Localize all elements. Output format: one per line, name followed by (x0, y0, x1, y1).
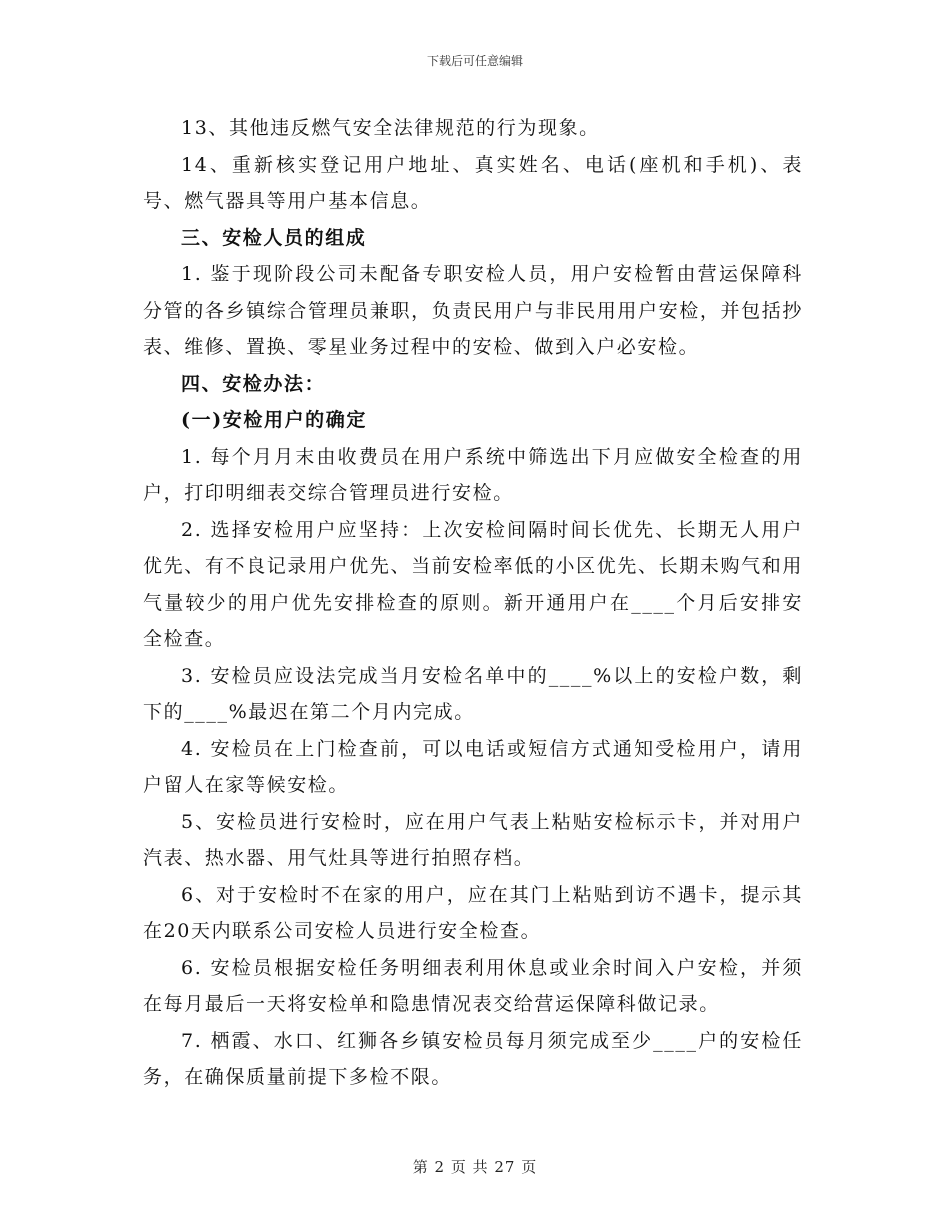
paragraph-4-6b: 6. 安检员根据安检任务明细表利用休息或业余时间入户安检，并须在每月最后一天将安检单和隐患情况表交给营运保障科做记录。 (143, 956, 803, 1015)
paragraph-14: 14、重新核实登记用户地址、真实姓名、电话(座机和手机)、表号、燃气器具等用户基本信息。 (143, 153, 803, 212)
paragraph-4-7: 7. 栖霞、水口、红狮各乡镇安检员每月须完成至少____户的安检任务，在确保质量前提下多检不限。 (143, 1029, 803, 1088)
paragraph-4-6a: 6、对于安检时不在家的用户，应在其门上粘贴到访不遇卡，提示其在20天内联系公司安检人员进行安全检查。 (143, 883, 803, 942)
paragraph-4-2: 2. 选择安检用户应坚持：上次安检间隔时间长优先、长期无人用户优先、有不良记录用户优先、当前安检率低的小区优先、长期未购气和用气量较少的用户优先安排检查的原则。新开通用户在____个月后安排安全检查。 (143, 518, 803, 650)
section-heading-3: 三、安检人员的组成 (181, 226, 367, 249)
section-heading-4: 四、安检办法： (181, 372, 326, 395)
paragraph-13: 13、其他违反燃气安全法律规范的行为现象。 (181, 117, 600, 139)
header-note: 下载后可任意编辑 (426, 54, 523, 68)
paragraph-3-1: 1. 鉴于现阶段公司未配备专职安检人员，用户安检暂由营运保障科分管的各乡镇综合管理员兼职，负责民用户与非民用用户安检，并包括抄表、维修、置换、零星业务过程中的安检、做到入户必安检。 (143, 263, 803, 358)
page-footer: 第 2 页 共 27 页 (412, 1158, 538, 1176)
paragraph-4-3: 3. 安检员应设法完成当月安检名单中的____%以上的安检户数，剩下的____%最迟在第二个月内完成。 (143, 664, 803, 723)
paragraph-4-1: 1. 每个月月末由收费员在用户系统中筛选出下月应做安全检查的用户，打印明细表交综合管理员进行安检。 (143, 445, 803, 504)
paragraph-4-4: 4. 安检员在上门检查前，可以电话或短信方式通知受检用户，请用户留人在家等候安检。 (143, 737, 803, 796)
document-body (143, 110, 803, 1096)
paragraph-4-5: 5、安检员进行安检时，应在用户气表上粘贴安检标示卡，并对用户汽表、热水器、用气灶具等进行拍照存档。 (143, 810, 803, 869)
subsection-heading-1: (一)安检用户的确定 (181, 409, 367, 431)
